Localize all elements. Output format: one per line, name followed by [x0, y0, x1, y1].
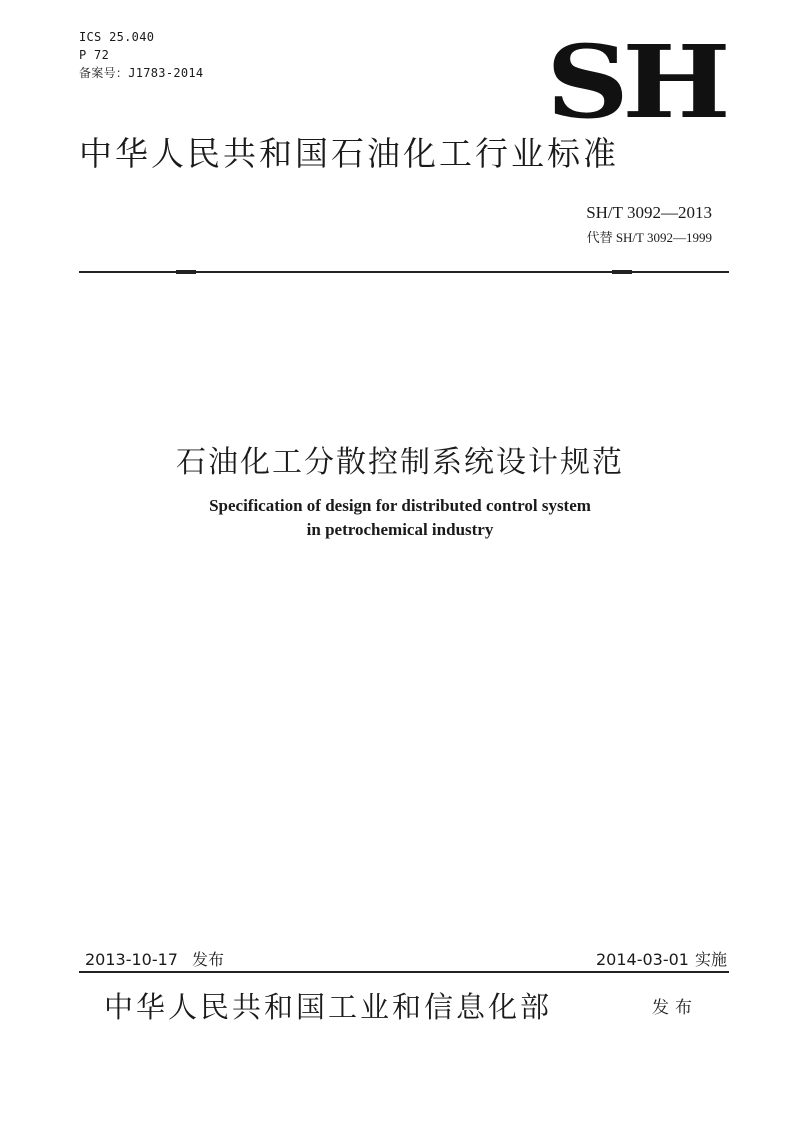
ics-code: ICS 25.040 — [79, 30, 155, 44]
sh-logo — [546, 23, 724, 141]
publish-label: 发布 — [191, 950, 224, 969]
implement-info — [596, 947, 727, 970]
replaced-standard: 代替 SH/T 3092—1999 — [586, 230, 712, 245]
document-title-en-line1: Specification of design for distributed control system — [209, 496, 591, 515]
filing-number: 备案号：J1783-2014 — [79, 66, 204, 80]
publish-info — [85, 947, 224, 970]
top-divider-mark-left — [176, 270, 196, 274]
industry-standard-title: 中华人民共和国石油化工行业标准 — [79, 134, 619, 173]
standard-number: SH/T 3092—2013 — [586, 203, 712, 222]
sh-logo-text: SH — [546, 23, 724, 141]
header-meta — [79, 28, 203, 82]
implement-label: 实施 — [694, 950, 727, 969]
top-divider-mark-right — [612, 270, 632, 274]
issuer-action: 发布 — [652, 998, 698, 1018]
bottom-divider — [79, 971, 729, 973]
document-title-en-line2: in petrochemical industry — [306, 520, 494, 539]
issuer-name: 中华人民共和国工业和信息化部 — [104, 990, 553, 1024]
document-title-zh: 石油化工分散控制系统设计规范 — [176, 445, 624, 480]
category-code: P 72 — [79, 48, 110, 62]
publish-date: 2013-10-17 — [85, 950, 178, 969]
implement-date: 2014-03-01 — [596, 950, 689, 969]
